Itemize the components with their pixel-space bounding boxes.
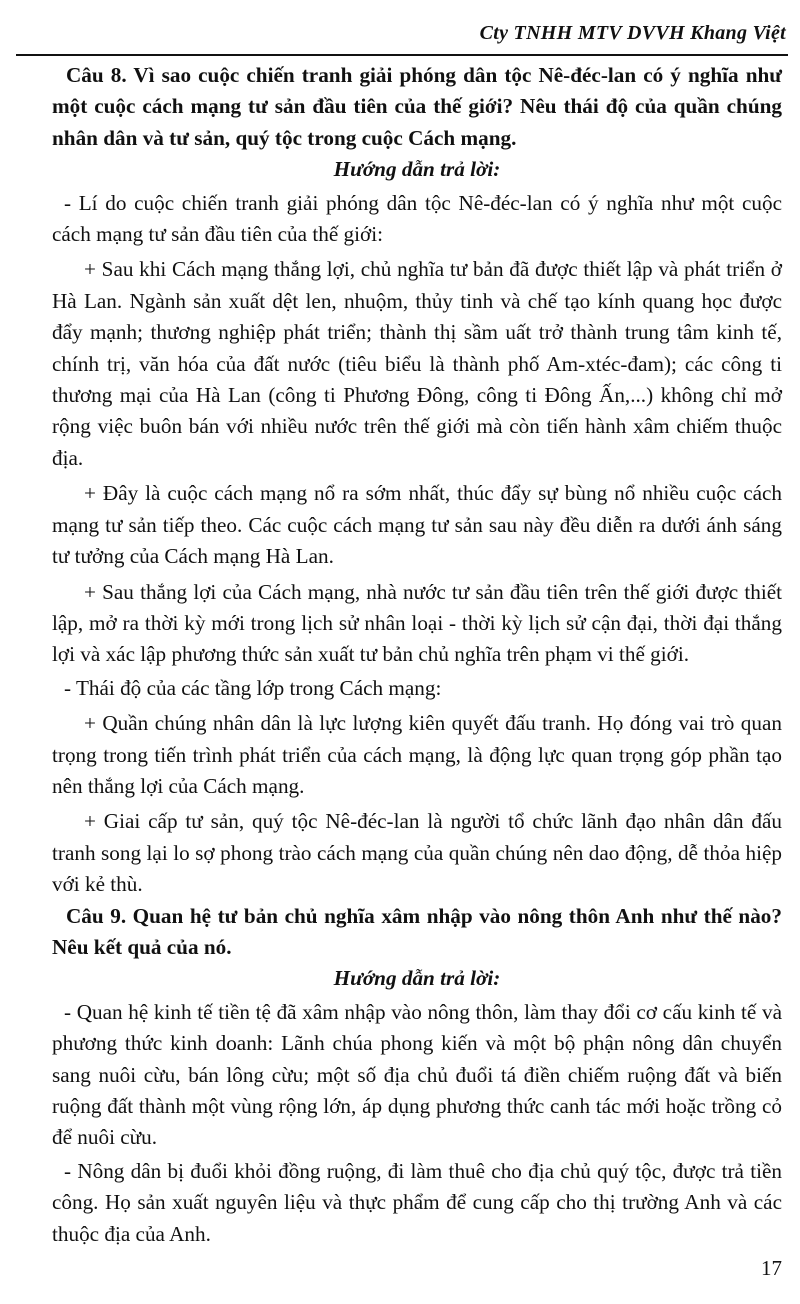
question-9 xyxy=(52,901,782,964)
question-9-text: Quan hệ tư bản chủ nghĩa xâm nhập vào nông thôn Anh như thế nào? Nêu kết quả của nó. xyxy=(52,903,782,959)
question-9-label: Câu 9. xyxy=(66,903,127,928)
page-content xyxy=(52,60,782,1250)
q8-paragraph: + Sau thắng lợi của Cách mạng, nhà nước tư sản đầu tiên trên thế giới được thiết lập, mở ra thời kỳ mới trong lịch sử nhân loại - thời kỳ lịch sử cận đại, thời đại thắng lợi và xác lập phương thức sản xuất tư bản chủ nghĩa trên phạm vi thế giới. xyxy=(52,579,782,667)
page-number: 17 xyxy=(761,1256,782,1280)
question-9-guide-heading: Hướng dẫn trả lời: xyxy=(333,966,501,991)
running-header: Cty TNHH MTV DVVH Khang Việt xyxy=(479,22,786,44)
q9-paragraph: - Nông dân bị đuổi khỏi đồng ruộng, đi làm thuê cho địa chủ quý tộc, được trả tiền công. Họ sản xuất nguyên liệu và thực phẩm để cung cấp cho thị trường Anh và các thuộc địa của Anh. xyxy=(52,1158,782,1246)
q8-paragraph: - Thái độ của các tầng lớp trong Cách mạng: xyxy=(64,675,442,700)
q8-paragraph: + Sau khi Cách mạng thắng lợi, chủ nghĩa tư bản đã được thiết lập và phát triển ở Hà Lan. Ngành sản xuất dệt len, nhuộm, thủy tinh và chế tạo kính quang học được đẩy mạnh; thương nghiệp phát triển; thành thị sầm uất trở thành trung tâm kinh tế, chính trị, văn hóa của đất nước (tiêu biểu là thành phố Am-xtéc-đam); các công ti thương mại của Hà Lan (công ti Phương Đông, công ti Đông Ấn,...) không chỉ mở rộng việc buôn bán với nhiều nước trên thế giới mà còn tiến hành xâm chiếm thuộc địa. xyxy=(52,257,782,470)
q8-paragraph: + Giai cấp tư sản, quý tộc Nê-đéc-lan là người tổ chức lãnh đạo nhân dân đấu tranh song lại lo sợ phong trào cách mạng của quần chúng nên dao động, dễ thỏa hiệp với kẻ thù. xyxy=(52,809,782,897)
header-rule xyxy=(16,54,788,56)
question-8-label: Câu 8. xyxy=(66,63,127,87)
question-8 xyxy=(52,60,782,154)
q8-paragraph: + Đây là cuộc cách mạng nổ ra sớm nhất, thúc đẩy sự bùng nổ nhiều cuộc cách mạng tư sản tiếp theo. Các cuộc cách mạng tư sản sau này đều diễn ra dưới ánh sáng tư tưởng của Cách mạng Hà Lan. xyxy=(52,481,782,569)
q9-paragraph: - Quan hệ kinh tế tiền tệ đã xâm nhập vào nông thôn, làm thay đổi cơ cấu kinh tế và phương thức kinh doanh: Lãnh chúa phong kiến và một bộ phận nông dân chuyển sang nuôi cừu, bán lông cừu; một số địa chủ đuổi tá điền chiếm ruộng đất và biến ruộng đất thành một vùng rộng lớn, áp dụng phương thức canh tác mới hoặc trồng cỏ để nuôi cừu. xyxy=(52,999,782,1150)
question-8-text: Vì sao cuộc chiến tranh giải phóng dân tộc Nê-đéc-lan có ý nghĩa như một cuộc cách mạng tư sản đầu tiên của thế giới? Nêu thái độ của quần chúng nhân dân và tư sản, quý tộc trong cuộc Cách mạng. xyxy=(52,63,782,150)
q8-paragraph: - Lí do cuộc chiến tranh giải phóng dân tộc Nê-đéc-lan có ý nghĩa như một cuộc cách mạng tư sản đầu tiên của thế giới: xyxy=(52,190,782,247)
question-8-guide-heading: Hướng dẫn trả lời: xyxy=(333,157,501,182)
q8-paragraph: + Quần chúng nhân dân là lực lượng kiên quyết đấu tranh. Họ đóng vai trò quan trọng trong tiến trình phát triển của cách mạng, là động lực quan trọng góp phần tạo nên thắng lợi của Cách mạng. xyxy=(52,711,782,798)
